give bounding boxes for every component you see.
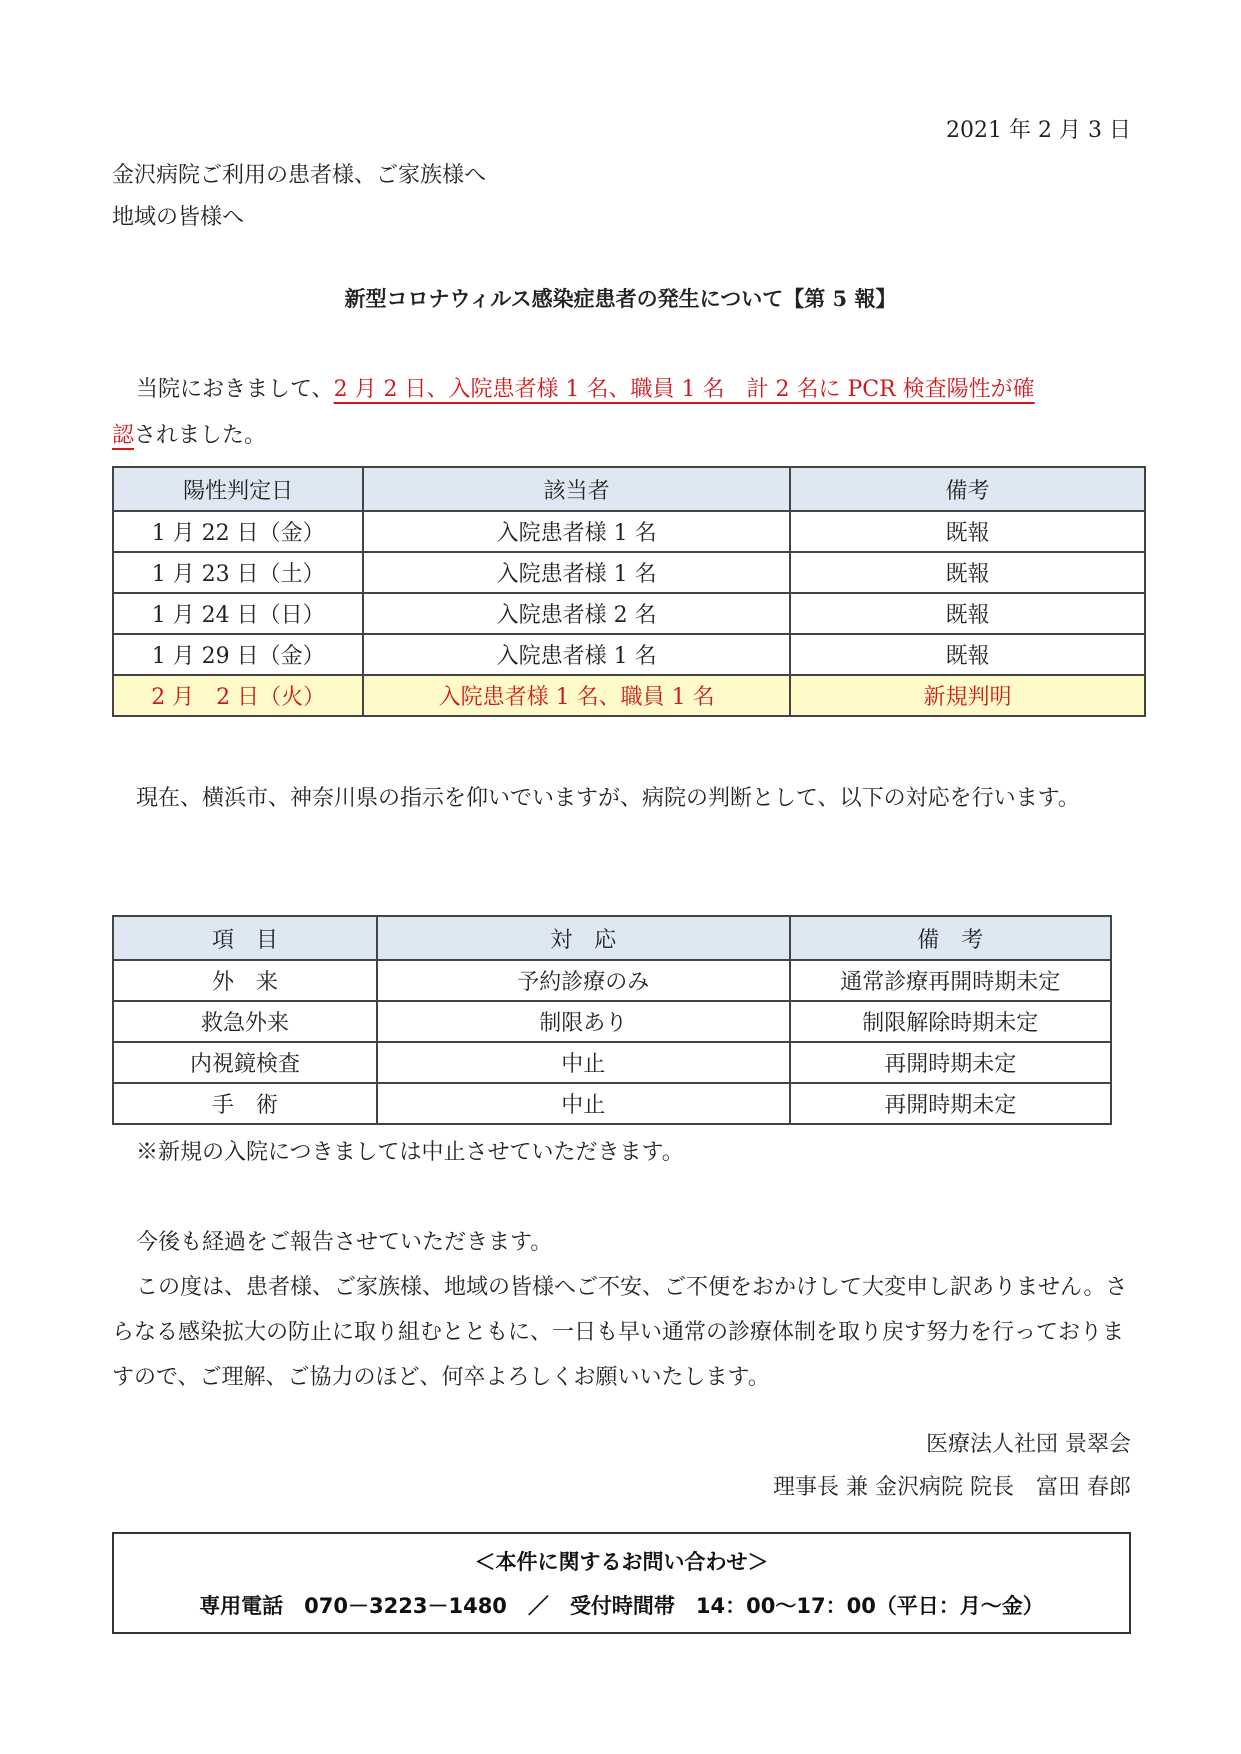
cell-person: 入院患者様 2 名 (363, 593, 790, 634)
cell-note: 新規判明 (790, 675, 1145, 716)
header-cell: 該当者 (363, 467, 790, 511)
cell-response: 予約診療のみ (377, 960, 790, 1001)
cell-date: 1 月 23 日（土） (113, 552, 363, 593)
intro-highlight-cont: 認 (112, 423, 135, 448)
intro-highlight: 2 月 2 日、入院患者様 1 名、職員 1 名 計 2 名に PCR 検査陽性が確 (333, 377, 1035, 402)
response-intro-text: 現在、横浜市、神奈川県の指示を仰いでいますが、病院の判断として、以下の対応を行います。 (136, 786, 1080, 811)
contact-details: 専用電話 070－3223－1480 ／ 受付時間帯 14：00～17：00（平日：月～金） (199, 1594, 1044, 1618)
cases-table (112, 466, 1146, 717)
document-title: 新型コロナウィルス感染症患者の発生について【第 5 報】 (344, 286, 897, 311)
response-intro (112, 776, 1132, 821)
cell-date: 1 月 24 日（日） (113, 593, 363, 634)
cell-note: 既報 (790, 593, 1145, 634)
closing-line-2: この度は、患者様、ご家族様、地域の皆様へご不安、ご不便をおかけして大変申し訳ありません。さらなる感染拡大の防止に取り組むとともに、一日も早い通常の診療体制を取り戻す努力を行っておりますので、ご理解、ご協力のほど、何卒よろしくお願いいたします。 (112, 1275, 1128, 1390)
table-row (113, 960, 1111, 1001)
intro-before: 当院におきまして、 (136, 377, 334, 402)
addressee-patients: 金沢病院ご利用の患者様、ご家族様へ (112, 163, 487, 188)
table-row (113, 511, 1145, 552)
cell-note: 再開時期未定 (790, 1042, 1111, 1083)
signature-person: 理事長 兼 金沢病院 院長 富田 春郎 (773, 1475, 1131, 1500)
closing-paragraph (112, 1220, 1132, 1400)
intro-after: されました。 (134, 423, 267, 448)
table-row (113, 1083, 1111, 1124)
cell-note: 再開時期未定 (790, 1083, 1111, 1124)
cell-item: 手 術 (113, 1083, 377, 1124)
cell-person: 入院患者様 1 名、職員 1 名 (363, 675, 790, 716)
signature-organization: 医療法人社団 景翠会 (926, 1432, 1131, 1457)
cell-note: 既報 (790, 511, 1145, 552)
table-row-new-case (113, 675, 1145, 716)
cell-date: 1 月 22 日（金） (113, 511, 363, 552)
response-table-header (113, 916, 1111, 960)
admission-note: ※新規の入院につきましては中止させていただきます。 (136, 1140, 684, 1165)
document-date: 2021 年 2 月 3 日 (946, 118, 1131, 143)
cell-note: 既報 (790, 634, 1145, 675)
cell-response: 制限あり (377, 1001, 790, 1042)
cell-response: 中止 (377, 1083, 790, 1124)
cell-person: 入院患者様 1 名 (363, 511, 790, 552)
header-cell: 陽性判定日 (113, 467, 363, 511)
header-cell: 備考 (790, 467, 1145, 511)
header-cell: 備 考 (790, 916, 1111, 960)
cell-note: 既報 (790, 552, 1145, 593)
cell-person: 入院患者様 1 名 (363, 634, 790, 675)
cell-response: 中止 (377, 1042, 790, 1083)
cell-date: 1 月 29 日（金） (113, 634, 363, 675)
table-row (113, 1042, 1111, 1083)
table-row (113, 593, 1145, 634)
cases-table-header (113, 467, 1145, 511)
table-row (113, 1001, 1111, 1042)
response-table (112, 915, 1112, 1125)
intro-paragraph (112, 367, 1132, 459)
table-row (113, 634, 1145, 675)
header-cell: 対 応 (377, 916, 790, 960)
cell-person: 入院患者様 1 名 (363, 552, 790, 593)
cell-item: 外 来 (113, 960, 377, 1001)
cell-date: 2 月 2 日（火） (113, 675, 363, 716)
table-row (113, 552, 1145, 593)
contact-heading: ＜本件に関するお問い合わせ＞ (474, 1550, 769, 1574)
header-cell: 項 目 (113, 916, 377, 960)
addressee-community: 地域の皆様へ (112, 205, 245, 230)
cell-item: 内視鏡検査 (113, 1042, 377, 1083)
cell-note: 制限解除時期未定 (790, 1001, 1111, 1042)
cell-item: 救急外来 (113, 1001, 377, 1042)
contact-box (112, 1532, 1131, 1634)
closing-line-1: 今後も経過をご報告させていただきます。 (136, 1230, 553, 1255)
cell-note: 通常診療再開時期未定 (790, 960, 1111, 1001)
